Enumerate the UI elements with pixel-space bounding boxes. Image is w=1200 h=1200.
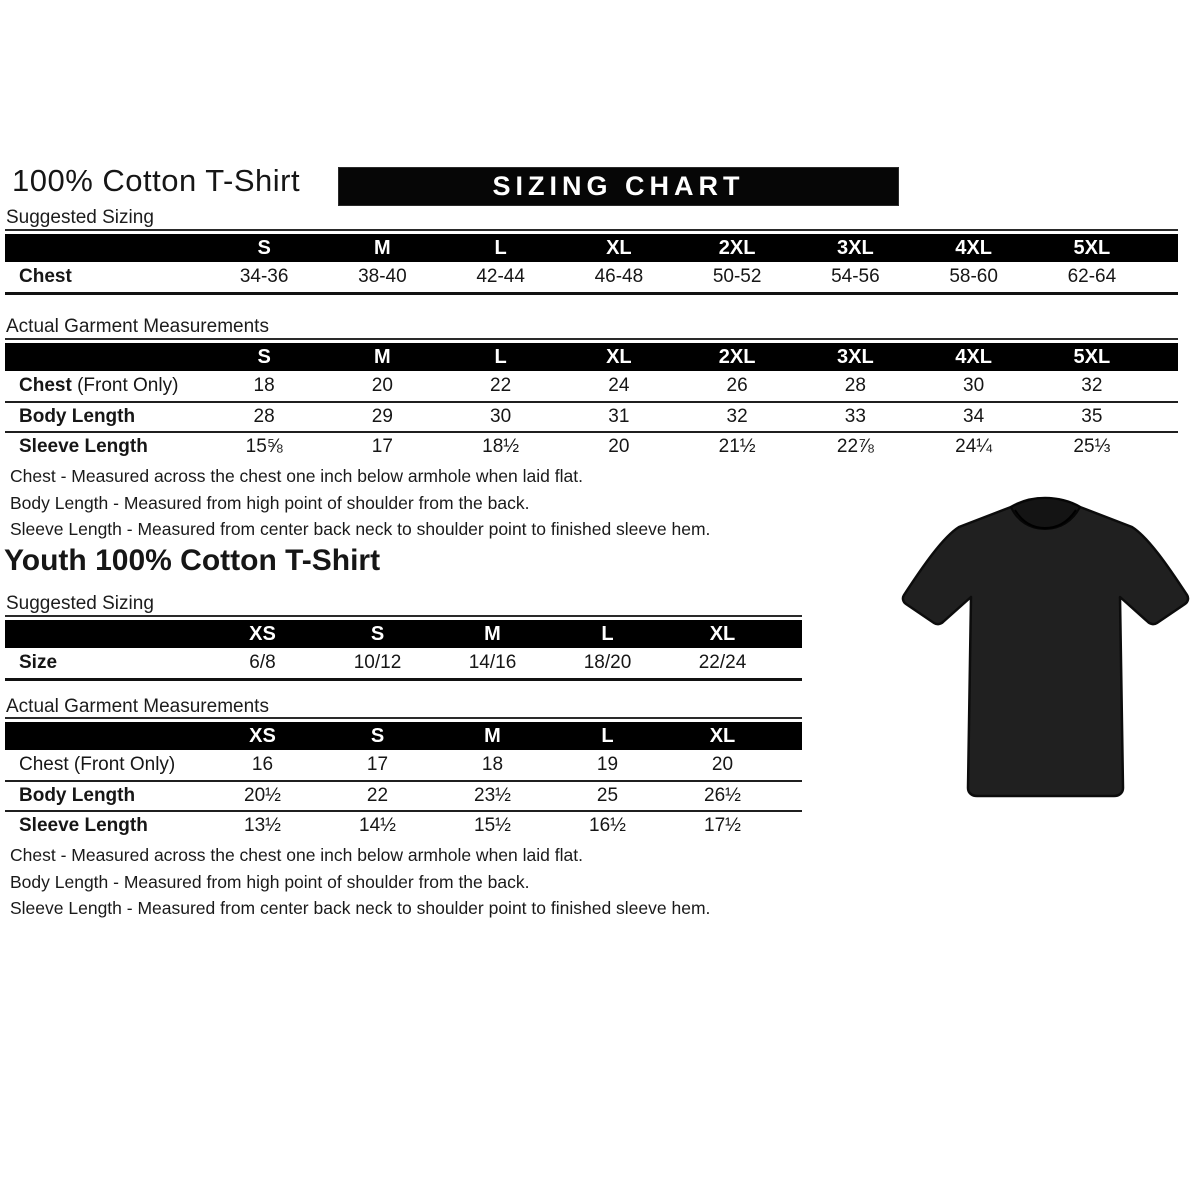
youth-garment-measurements-table	[5, 717, 802, 840]
row-label-text: Chest	[19, 375, 72, 396]
table-cell: 25	[596, 785, 619, 806]
table-cell: 20	[371, 375, 393, 396]
table-cell: 46-48	[594, 266, 644, 287]
table-cell: 21½	[718, 436, 756, 457]
column-header: 5XL	[1073, 345, 1111, 368]
table-top-rule	[5, 229, 1178, 231]
youth-measurement-notes	[10, 842, 710, 922]
table-cell: 30	[490, 406, 512, 427]
note-line: Sleeve Length - Measured from center back neck to shoulder point to finished sleeve hem.	[10, 898, 711, 918]
row-label	[5, 754, 205, 776]
table-cell: 16	[251, 754, 274, 775]
column-header: 5XL	[1073, 236, 1111, 259]
table-cell: 29	[371, 406, 393, 427]
row-label-text: Sleeve Length	[19, 436, 148, 457]
table-cell: 24¼	[955, 436, 993, 457]
table-top-rule	[5, 717, 802, 719]
table-cell: 18½	[482, 436, 520, 457]
table-row	[5, 431, 1178, 461]
table-cell: 17	[371, 436, 393, 457]
column-header: 3XL	[837, 345, 874, 368]
black-tshirt-image	[893, 490, 1198, 802]
table-cell: 22/24	[698, 652, 747, 673]
table-cell: 14½	[359, 815, 396, 836]
adult-suggested-sizing-label: Suggested Sizing	[6, 207, 154, 228]
youth-suggested-sizing-label: Suggested Sizing	[6, 593, 154, 614]
column-header: S	[370, 622, 385, 645]
table-row	[5, 401, 1178, 431]
column-header: S	[257, 236, 271, 259]
page-title: 100% Cotton T-Shirt	[12, 163, 301, 198]
column-header: 2XL	[718, 236, 756, 259]
row-label-text: Chest (Front Only)	[19, 754, 176, 775]
table-top-rule	[5, 338, 1178, 340]
table-cell: 18	[481, 754, 504, 775]
table-cell: 32	[1081, 375, 1103, 396]
column-header: 4XL	[955, 345, 992, 368]
row-label-text: Body Length	[19, 406, 136, 427]
table-cell: 23½	[474, 785, 511, 806]
table-cell: 58-60	[949, 266, 998, 287]
table-cell: 28	[253, 406, 275, 427]
column-header: 3XL	[837, 236, 874, 259]
row-label	[5, 436, 205, 458]
table-header-row	[5, 234, 1178, 262]
table-cell: 34-36	[239, 266, 289, 287]
table-top-rule	[5, 615, 802, 617]
sizing-chart-banner	[338, 167, 899, 206]
table-cell: 19	[596, 754, 619, 775]
column-header: XS	[249, 724, 276, 747]
table-cell: 28	[844, 375, 866, 396]
adult-suggested-sizing-table	[5, 229, 1178, 295]
table-cell: 38-40	[358, 266, 407, 287]
column-header: S	[370, 724, 385, 747]
note-line: Body Length - Measured from high point of shoulder from the back.	[10, 492, 530, 513]
column-header: M	[484, 622, 501, 645]
table-cell: 26	[726, 375, 748, 396]
table-cell: 30	[963, 375, 985, 396]
youth-section-title: Youth 100% Cotton T-Shirt	[4, 544, 381, 577]
table-row	[5, 780, 802, 810]
table-cell: 14/16	[468, 652, 517, 673]
table-row	[5, 371, 1178, 401]
table-cell: 20	[711, 754, 734, 775]
table-cell: 50-52	[712, 266, 762, 287]
column-header: L	[494, 345, 507, 368]
table-cell: 26½	[704, 785, 741, 806]
adult-garment-measurements-label: Actual Garment Measurements	[6, 316, 269, 337]
adult-garment-measurements-table	[5, 338, 1178, 461]
row-label	[5, 406, 205, 428]
table-cell: 22	[366, 785, 389, 806]
row-label-text: Body Length	[19, 785, 136, 806]
table-cell: 42-44	[476, 266, 525, 287]
table-cell: 6/8	[249, 652, 276, 673]
table-cell: 17	[366, 754, 389, 775]
table-header-row	[5, 343, 1178, 371]
table-cell: 33	[844, 406, 866, 427]
column-header: 2XL	[718, 345, 756, 368]
table-cell: 32	[726, 406, 748, 427]
table-row	[5, 810, 802, 840]
table-cell: 20½	[244, 785, 281, 806]
table-cell: 62-64	[1067, 266, 1117, 287]
table-cell: 18/20	[583, 652, 632, 673]
row-label	[5, 785, 205, 807]
note-line: Sleeve Length - Measured from center back neck to shoulder point to finished sleeve hem.	[10, 519, 711, 539]
table-cell: 22⅞	[836, 436, 874, 457]
table-cell: 17½	[704, 815, 741, 836]
column-header: XS	[249, 622, 276, 645]
sizing-chart-banner-text: SIZING CHART	[492, 171, 745, 201]
table-cell: 20	[608, 436, 630, 457]
adult-measurement-notes	[10, 463, 710, 543]
table-cell: 13½	[244, 815, 281, 836]
table-cell: 16½	[589, 815, 626, 836]
column-header: XL	[606, 236, 632, 259]
note-line: Chest - Measured across the chest one inch below armhole when laid flat.	[10, 466, 583, 486]
table-cell: 22	[490, 375, 512, 396]
table-bottom-rule	[5, 678, 802, 681]
row-label-text: Sleeve Length	[19, 815, 148, 836]
column-header: XL	[606, 345, 632, 368]
table-cell: 15⅝	[245, 436, 283, 457]
youth-garment-measurements-label: Actual Garment Measurements	[6, 696, 269, 717]
table-row	[5, 262, 1178, 292]
row-label-text: Chest	[19, 266, 72, 287]
table-cell: 10/12	[353, 652, 402, 673]
table-cell: 24	[608, 375, 630, 396]
column-header: M	[374, 236, 391, 259]
note-line: Body Length - Measured from high point of shoulder from the back.	[10, 871, 530, 892]
column-header: L	[601, 724, 614, 747]
row-label	[5, 652, 205, 674]
column-header: L	[601, 622, 614, 645]
table-bottom-rule	[5, 292, 1178, 295]
table-row	[5, 648, 802, 678]
table-row	[5, 750, 802, 780]
row-label-text: Size	[19, 652, 58, 673]
note-line: Chest - Measured across the chest one inch below armhole when laid flat.	[10, 845, 583, 865]
table-cell: 35	[1081, 406, 1103, 427]
table-cell: 34	[963, 406, 985, 427]
column-header: 4XL	[955, 236, 992, 259]
table-cell: 54-56	[831, 266, 880, 287]
table-cell: 15½	[474, 815, 511, 836]
column-header: L	[494, 236, 507, 259]
column-header: XL	[709, 724, 736, 747]
row-label-suffix: (Front Only)	[71, 375, 179, 396]
column-header: M	[484, 724, 501, 747]
youth-suggested-sizing-table	[5, 615, 802, 681]
table-cell: 31	[608, 406, 630, 427]
column-header: M	[374, 345, 391, 368]
row-label	[5, 375, 205, 397]
row-label	[5, 266, 205, 288]
table-header-row	[5, 722, 802, 750]
column-header: S	[257, 345, 271, 368]
table-cell: 25⅓	[1073, 436, 1111, 457]
row-label	[5, 815, 205, 837]
table-header-row	[5, 620, 802, 648]
table-cell: 18	[253, 375, 275, 396]
column-header: XL	[709, 622, 736, 645]
